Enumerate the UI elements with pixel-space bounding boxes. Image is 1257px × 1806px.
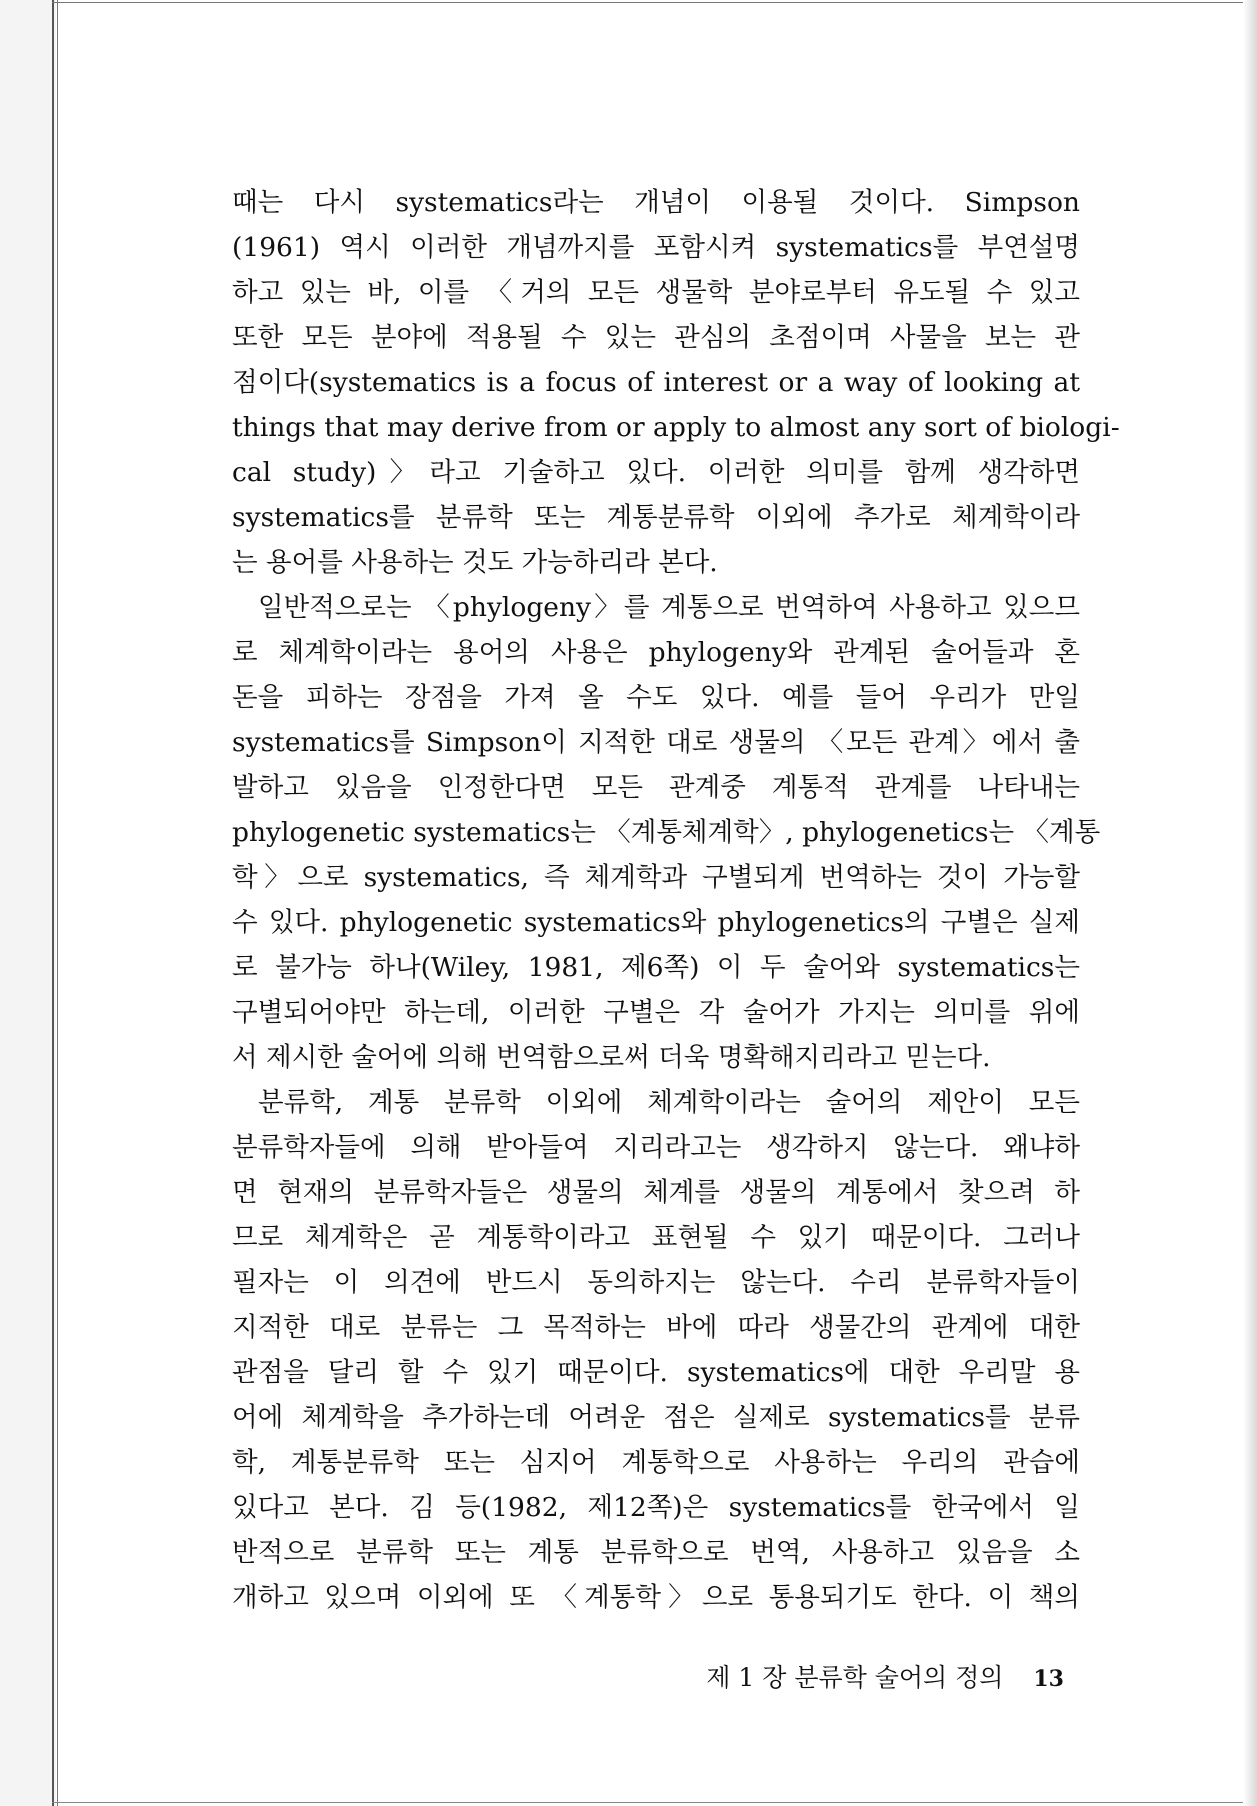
text-line: 면 현재의 분류학자들은 생물의 체계를 생물의 계통에서 찾으려 하 (232, 1177, 1080, 1208)
text-line: 므로 체계학은 곧 계통학이라고 표현될 수 있기 때문이다. 그러나 (232, 1222, 1080, 1253)
text-line: 서 제시한 술어에 의해 번역함으로써 더욱 명확해지리라고 믿는다. (232, 1042, 991, 1073)
page-edge-inner (57, 0, 58, 1806)
text-line: 일반적으로는 〈phylogeny〉를 계통으로 번역하여 사용하고 있으므 (258, 592, 1080, 623)
text-line: 구별되어야만 하는데, 이러한 구별은 각 술어가 가지는 의미를 위에 (232, 997, 1080, 1028)
text-line: things that may derive from or apply to almost any sort of biologi- (232, 412, 1120, 443)
text-line: 때는 다시 systematics라는 개념이 이용될 것이다. Simpson (232, 187, 1080, 218)
text-line: 수 있다. phylogenetic systematics와 phylogenetics의 구별은 실제 (232, 907, 1080, 938)
text-line: 필자는 이 의견에 반드시 동의하지는 않는다. 수리 분류학자들이 (232, 1267, 1080, 1298)
text-line: 지적한 대로 분류는 그 목적하는 바에 따라 생물간의 관계에 대한 (232, 1312, 1080, 1343)
page-number: 13 (1033, 1666, 1064, 1692)
text-line: 하고 있는 바, 이를 〈거의 모든 생물학 분야로부터 유도될 수 있고 (232, 277, 1080, 308)
text-line: systematics를 Simpson이 지적한 대로 생물의 〈모든 관계〉에서 출 (232, 727, 1080, 758)
text-line: 학〉으로 systematics, 즉 체계학과 구별되게 번역하는 것이 가능할 (232, 862, 1080, 893)
text-line: phylogenetic systematics는 〈계통체계학〉, phylogenetics는 〈계통 (232, 817, 1101, 848)
text-line: 로 체계학이라는 용어의 사용은 phylogeny와 관계된 술어들과 혼 (232, 637, 1080, 668)
text-line: 또한 모든 분야에 적용될 수 있는 관심의 초점이며 사물을 보는 관 (232, 322, 1080, 353)
text-line: 점이다(systematics is a focus of interest or a way of looking at (232, 367, 1080, 398)
text-line: 발하고 있음을 인정한다면 모든 관계중 계통적 관계를 나타내는 (232, 772, 1080, 803)
text-line: 학, 계통분류학 또는 심지어 계통학으로 사용하는 우리의 관습에 (232, 1447, 1080, 1478)
text-line: 있다고 본다. 김 등(1982, 제12쪽)은 systematics를 한국에서 일 (232, 1492, 1080, 1523)
text-line: 관점을 달리 할 수 있기 때문이다. systematics에 대한 우리말 용 (232, 1357, 1080, 1388)
page-right-shadow (1243, 0, 1257, 1806)
text-line: 분류학자들에 의해 받아들여 지리라고는 생각하지 않는다. 왜냐하 (232, 1132, 1080, 1163)
text-line: systematics를 분류학 또는 계통분류학 이외에 추가로 체계학이라 (232, 502, 1080, 533)
text-line: 어에 체계학을 추가하는데 어려운 점은 실제로 systematics를 분류 (232, 1402, 1080, 1433)
running-footer (232, 1658, 1064, 1694)
page-bottom-edge (52, 1802, 1257, 1803)
page-left-margin (0, 0, 56, 1806)
text-line: cal study)〉라고 기술하고 있다. 이러한 의미를 함께 생각하면 (232, 457, 1080, 488)
body-text (232, 180, 1120, 1620)
text-line: 반적으로 분류학 또는 계통 분류학으로 번역, 사용하고 있음을 소 (232, 1537, 1080, 1568)
text-line: 분류학, 계통 분류학 이외에 체계학이라는 술어의 제안이 모든 (258, 1087, 1080, 1118)
text-line: 로 불가능 하나(Wiley, 1981, 제6쪽) 이 두 술어와 systematics는 (232, 952, 1080, 983)
text-line: (1961) 역시 이러한 개념까지를 포함시켜 systematics를 부연설명 (232, 232, 1080, 263)
text-line: 는 용어를 사용하는 것도 가능하리라 본다. (232, 547, 718, 578)
page-top-edge (52, 2, 1257, 3)
page-edge (52, 0, 54, 1806)
text-line: 개하고 있으며 이외에 또 〈계통학〉으로 통용되기도 한다. 이 책의 (232, 1582, 1080, 1613)
text-line: 돈을 피하는 장점을 가져 올 수도 있다. 예를 들어 우리가 만일 (232, 682, 1080, 713)
chapter-title: 제 1 장 분류학 술어의 정의 (706, 1663, 1004, 1692)
